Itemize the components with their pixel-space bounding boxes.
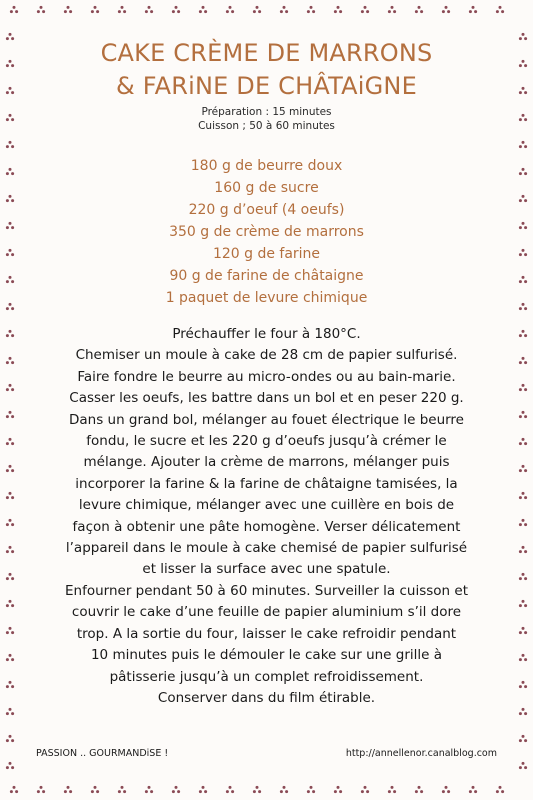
ingredient-item: 180 g de beurre doux bbox=[190, 158, 343, 174]
title-line-2: & FARiNE DE CHÂTAiGNE bbox=[116, 72, 417, 100]
ingredient-item: 160 g de sucre bbox=[214, 180, 319, 196]
instruction-line: pâtisserie jusqu’à un complet refroidissement. bbox=[109, 668, 424, 685]
footer-tagline: PASSION .. GOURMANDiSE ! bbox=[36, 748, 169, 759]
cooking-time: Cuisson ; 50 à 60 minutes bbox=[198, 120, 335, 132]
instruction-line: Chemiser un moule à cake de 28 cm de papier sulfurisé. bbox=[75, 347, 458, 364]
footer-url: http://annellenor.canalblog.com bbox=[345, 748, 497, 759]
title-line-1: CAKE CRÈME DE MARRONS bbox=[100, 39, 433, 67]
instruction-line: mélange. Ajouter la crème de marrons, mélanger puis bbox=[83, 454, 450, 471]
preparation-time: Préparation : 15 minutes bbox=[201, 106, 332, 118]
instruction-line: Faire fondre le beurre au micro-ondes ou au bain-marie. bbox=[77, 368, 456, 385]
ingredient-item: 90 g de farine de châtaigne bbox=[169, 268, 364, 284]
ingredient-item: 220 g d’oeuf (4 oeufs) bbox=[188, 202, 345, 218]
instruction-line: levure chimique, mélanger avec une cuillère en bois de bbox=[78, 497, 455, 514]
recipe-timing bbox=[20, 105, 513, 133]
instruction-line: Enfourner pendant 50 à 60 minutes. Surveiller la cuisson et bbox=[64, 582, 468, 599]
instruction-line: l’appareil dans le moule à cake chemisé de papier sulfurisé bbox=[65, 540, 468, 557]
instruction-line: couvrir le cake d’une feuille de papier aluminium s’il dore bbox=[71, 604, 462, 621]
instruction-line: façon à obtenir une pâte homogène. Verser délicatement bbox=[72, 518, 461, 535]
instruction-line: fondu, le sucre et les 220 g d’oeufs jusqu’à crémer le bbox=[86, 433, 447, 450]
instruction-line: Casser les oeufs, les battre dans un bol et en peser 220 g. bbox=[69, 390, 464, 407]
recipe-instructions bbox=[30, 324, 503, 709]
instruction-line: incorporer la farine & la farine de châtaigne tamisées, la bbox=[75, 475, 458, 492]
instruction-line: 10 minutes puis le démouler le cake sur une grille à bbox=[90, 647, 443, 664]
instruction-line: Dans un grand bol, mélanger au fouet électrique le beurre bbox=[68, 411, 464, 428]
recipe-title bbox=[20, 37, 513, 103]
ingredient-item: 350 g de crème de marrons bbox=[169, 224, 364, 240]
instruction-line: Conserver dans du film étirable. bbox=[157, 689, 376, 706]
ingredients-list bbox=[20, 155, 513, 309]
ingredient-item: 1 paquet de levure chimique bbox=[165, 290, 368, 306]
instruction-line: trop. A la sortie du four, laisser le cake refroidir pendant bbox=[76, 625, 457, 642]
instruction-line: et lisser la surface avec une spatule. bbox=[142, 561, 391, 578]
ingredient-item: 120 g de farine bbox=[212, 246, 321, 262]
instruction-line: Préchauffer le four à 180°C. bbox=[172, 326, 361, 342]
